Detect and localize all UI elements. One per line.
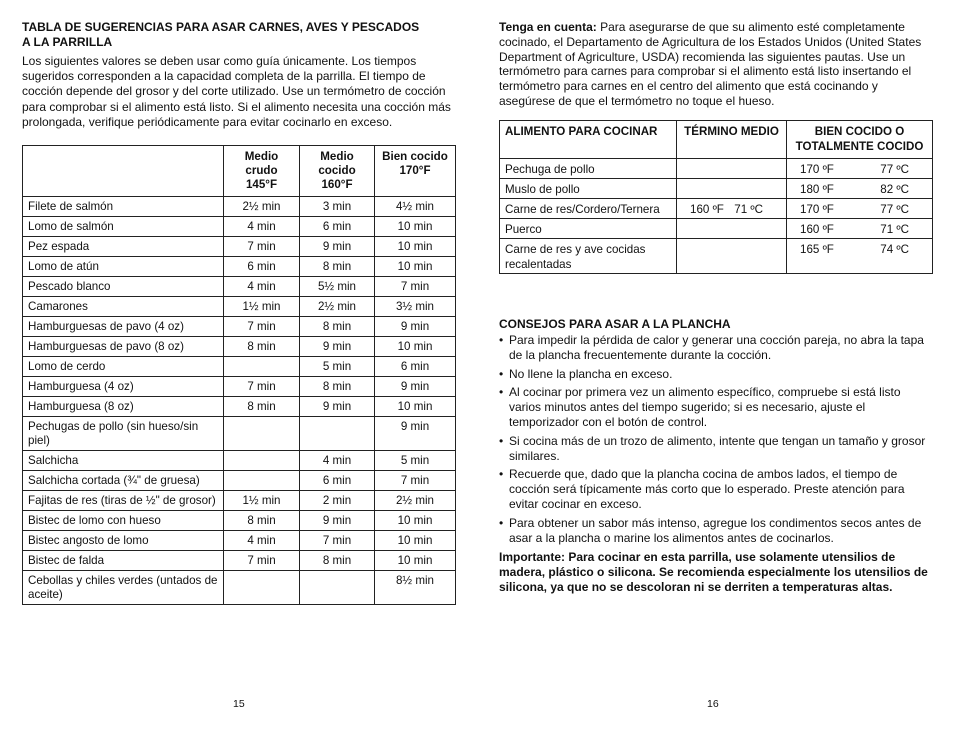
table-row — [23, 531, 456, 551]
time-cell: 4½ min — [375, 197, 456, 217]
time-cell: 3 min — [300, 197, 375, 217]
time-cell: 6 min — [375, 357, 456, 377]
time-cell: 2 min — [300, 491, 375, 511]
medium-temp-cell — [677, 179, 787, 199]
fahrenheit-value: 165 ºF — [800, 243, 834, 256]
food-name-cell: Muslo de pollo — [500, 179, 677, 199]
table-row — [23, 237, 456, 257]
fahrenheit-value: 180 ºF — [800, 183, 834, 196]
fahrenheit-value: 160 ºF — [800, 223, 834, 236]
food-name-cell: Bistec de falda — [23, 551, 224, 571]
grilling-times-table — [22, 145, 456, 605]
food-name-cell: Salchicha cortada (¾" de gruesa) — [23, 471, 224, 491]
time-cell: 10 min — [375, 217, 456, 237]
header-well-done-term: BIEN COCIDO O TOTALMENTE COCIDO — [787, 121, 933, 159]
list-item: • Recuerde que, dado que la plancha cocina de ambos lados, el tiempo de cocción será típicamente más corto que lo esperado. Preste atención para evitar cocinar en exceso. — [499, 467, 933, 511]
time-cell — [224, 357, 300, 377]
time-cell: 9 min — [300, 397, 375, 417]
medium-temp-cell — [677, 159, 787, 179]
food-name-cell: Bistec angosto de lomo — [23, 531, 224, 551]
food-name-cell: Puerco — [500, 219, 677, 239]
list-item: • Para impedir la pérdida de calor y generar una cocción pareja, no abra la tapa de la plancha frecuentemente durante la cocción. — [499, 333, 933, 363]
page-number: 16 — [707, 698, 719, 710]
food-name-cell: Salchicha — [23, 451, 224, 471]
table-row — [500, 159, 933, 179]
table-row — [23, 451, 456, 471]
time-cell: 9 min — [300, 237, 375, 257]
table-row — [23, 337, 456, 357]
time-cell: 9 min — [300, 337, 375, 357]
well-done-temp-cell — [787, 219, 933, 239]
list-item: • Al cocinar por primera vez un alimento específico, compruebe si está listo varios minutos antes del tiempo sugerido; si es necesario, ajuste el temporizador con el botón de control. — [499, 385, 933, 429]
table-row — [23, 277, 456, 297]
header-well-done: Bien cocido 170°F — [375, 146, 456, 197]
time-cell: 1½ min — [224, 297, 300, 317]
celsius-value: 77 ºC — [880, 163, 909, 176]
time-cell: 4 min — [300, 451, 375, 471]
time-cell: 8 min — [300, 377, 375, 397]
table-row — [23, 357, 456, 377]
table-row — [23, 257, 456, 277]
food-name-cell: Pechuga de pollo — [500, 159, 677, 179]
table-row — [23, 491, 456, 511]
time-cell: 9 min — [375, 417, 456, 451]
right-page — [499, 0, 933, 738]
celsius-value: 77 ºC — [880, 203, 909, 216]
time-cell: 6 min — [300, 217, 375, 237]
food-name-cell: Lomo de atún — [23, 257, 224, 277]
table-row — [500, 219, 933, 239]
table-row — [23, 297, 456, 317]
time-cell: 4 min — [224, 531, 300, 551]
grilling-table-body — [23, 197, 456, 605]
time-cell: 2½ min — [375, 491, 456, 511]
medium-temp-cell — [677, 199, 787, 219]
celsius-value: 74 ºC — [880, 243, 909, 256]
well-done-temp-cell — [787, 179, 933, 199]
food-name-cell: Pez espada — [23, 237, 224, 257]
well-done-temp-cell — [787, 239, 933, 274]
grilling-intro-paragraph: Los siguientes valores se deben usar como guía únicamente. Los tiempos sugeridos corresponden a la capacidad completa de la parrilla. El tiempo de cocción depende del grosor y del corte utilizado. Use un termómetro de cocción para comprobar si el alimento está listo. Si el alimento necesita una cocción más prolongada, verifique periódicamente para evitar cocinarlo en exceso. — [22, 54, 451, 129]
griddle-tips-heading: CONSEJOS PARA ASAR A LA PLANCHA — [499, 317, 731, 331]
time-cell — [300, 571, 375, 605]
time-cell — [224, 571, 300, 605]
list-item: • Si cocina más de un trozo de alimento, intente que tengan un tamaño y grosor similares. — [499, 434, 933, 464]
time-cell — [224, 417, 300, 451]
header-food — [23, 146, 224, 197]
table-row — [23, 197, 456, 217]
food-name-cell: Hamburguesa (8 oz) — [23, 397, 224, 417]
table-row — [23, 377, 456, 397]
time-cell: 4 min — [224, 277, 300, 297]
food-name-cell: Hamburguesas de pavo (4 oz) — [23, 317, 224, 337]
time-cell: 8 min — [300, 317, 375, 337]
time-cell: 8 min — [224, 397, 300, 417]
time-cell: 8 min — [224, 511, 300, 531]
time-cell: 10 min — [375, 511, 456, 531]
time-cell: 7 min — [375, 277, 456, 297]
table-row — [23, 397, 456, 417]
time-cell — [224, 471, 300, 491]
fahrenheit-value: 160 ºF — [690, 203, 724, 216]
time-cell: 3½ min — [375, 297, 456, 317]
time-cell: 7 min — [300, 531, 375, 551]
table-row — [23, 511, 456, 531]
time-cell: 7 min — [224, 551, 300, 571]
medium-temp-cell — [677, 219, 787, 239]
time-cell: 2½ min — [300, 297, 375, 317]
table-header-row — [23, 146, 456, 197]
time-cell: 4 min — [224, 217, 300, 237]
time-cell: 7 min — [224, 237, 300, 257]
time-cell: 8 min — [300, 257, 375, 277]
time-cell: 2½ min — [224, 197, 300, 217]
grilling-chart-heading: TABLA DE SUGERENCIAS PARA ASAR CARNES, AVES Y PESCADOS A LA PARRILLA — [22, 20, 420, 49]
food-name-cell: Bistec de lomo con hueso — [23, 511, 224, 531]
usda-temperature-table — [499, 120, 933, 274]
table-row — [23, 417, 456, 451]
food-name-cell: Carne de res/Cordero/Ternera — [500, 199, 677, 219]
time-cell — [224, 451, 300, 471]
fahrenheit-value: 170 ºF — [800, 203, 834, 216]
table-row — [23, 217, 456, 237]
table-row — [500, 179, 933, 199]
well-done-temp-cell — [787, 199, 933, 219]
celsius-value: 71 ºC — [734, 203, 763, 216]
table-row — [500, 239, 933, 274]
table-row — [23, 317, 456, 337]
food-name-cell: Pescado blanco — [23, 277, 224, 297]
griddle-tips-list — [499, 333, 933, 549]
list-item: • Para obtener un sabor más intenso, agregue los condimentos secos antes de asar a la plancha o marine los alimentos antes de cocinarlos. — [499, 516, 933, 546]
header-medium-term: TÉRMINO MEDIO — [677, 121, 787, 159]
food-name-cell: Hamburguesas de pavo (8 oz) — [23, 337, 224, 357]
header-food-to-cook: ALIMENTO PARA COCINAR — [500, 121, 677, 159]
note-label: Tenga en cuenta: — [499, 20, 597, 34]
table-row — [23, 571, 456, 605]
table-row — [23, 551, 456, 571]
time-cell: 5 min — [375, 451, 456, 471]
time-cell: 8 min — [224, 337, 300, 357]
time-cell: 7 min — [224, 377, 300, 397]
time-cell: 5½ min — [300, 277, 375, 297]
time-cell: 10 min — [375, 531, 456, 551]
temperature-table-body — [500, 159, 933, 274]
time-cell — [300, 417, 375, 451]
left-page — [22, 0, 456, 738]
celsius-value: 82 ºC — [880, 183, 909, 196]
well-done-temp-cell — [787, 159, 933, 179]
celsius-value: 71 ºC — [880, 223, 909, 236]
list-item: • No llene la plancha en exceso. — [499, 367, 933, 382]
food-name-cell: Filete de salmón — [23, 197, 224, 217]
food-name-cell: Lomo de cerdo — [23, 357, 224, 377]
time-cell: 10 min — [375, 257, 456, 277]
time-cell: 5 min — [300, 357, 375, 377]
time-cell: 9 min — [300, 511, 375, 531]
time-cell: 6 min — [224, 257, 300, 277]
time-cell: 10 min — [375, 397, 456, 417]
time-cell: 10 min — [375, 337, 456, 357]
food-name-cell: Hamburguesa (4 oz) — [23, 377, 224, 397]
time-cell: 9 min — [375, 317, 456, 337]
medium-temp-cell — [677, 239, 787, 274]
time-cell: 1½ min — [224, 491, 300, 511]
time-cell: 10 min — [375, 551, 456, 571]
food-name-cell: Cebollas y chiles verdes (untados de aceite) — [23, 571, 224, 605]
table-row — [500, 199, 933, 219]
food-name-cell: Fajitas de res (tiras de ½" de grosor) — [23, 491, 224, 511]
important-notice: Importante: Para cocinar en esta parrilla, use solamente utensilios de madera, plástico o silicona. Se recomienda especialmente los utensilios de silicona, ya que no se descoloran ni se derriten a temperaturas altas. — [499, 550, 928, 594]
time-cell: 8 min — [300, 551, 375, 571]
food-name-cell: Carne de res y ave cocidas recalentadas — [500, 239, 677, 274]
note-text: Para asegurarse de que su alimento esté completamente cocinado, el Departamento de Agricultura de los Estados Unidos (United States Department of Agriculture, USDA) recomienda las siguientes pautas. Use un termómetro para carnes para comprobar si el alimento está listo insertando el termómetro para carnes en el centro del alimento que está cocinando y asegúrese de que el termómetro no toque el hueso. — [499, 20, 922, 108]
fahrenheit-value: 170 ºF — [800, 163, 834, 176]
food-name-cell: Camarones — [23, 297, 224, 317]
usda-note — [499, 20, 933, 109]
table-row — [23, 471, 456, 491]
time-cell: 9 min — [375, 377, 456, 397]
food-name-cell: Lomo de salmón — [23, 217, 224, 237]
time-cell: 7 min — [224, 317, 300, 337]
time-cell: 10 min — [375, 237, 456, 257]
time-cell: 8½ min — [375, 571, 456, 605]
header-rare: Medio crudo 145°F — [224, 146, 300, 197]
table-header-row — [500, 121, 933, 159]
header-medium: Medio cocido 160°F — [300, 146, 375, 197]
food-name-cell: Pechugas de pollo (sin hueso/sin piel) — [23, 417, 224, 451]
page-number: 15 — [233, 698, 245, 710]
time-cell: 6 min — [300, 471, 375, 491]
time-cell: 7 min — [375, 471, 456, 491]
